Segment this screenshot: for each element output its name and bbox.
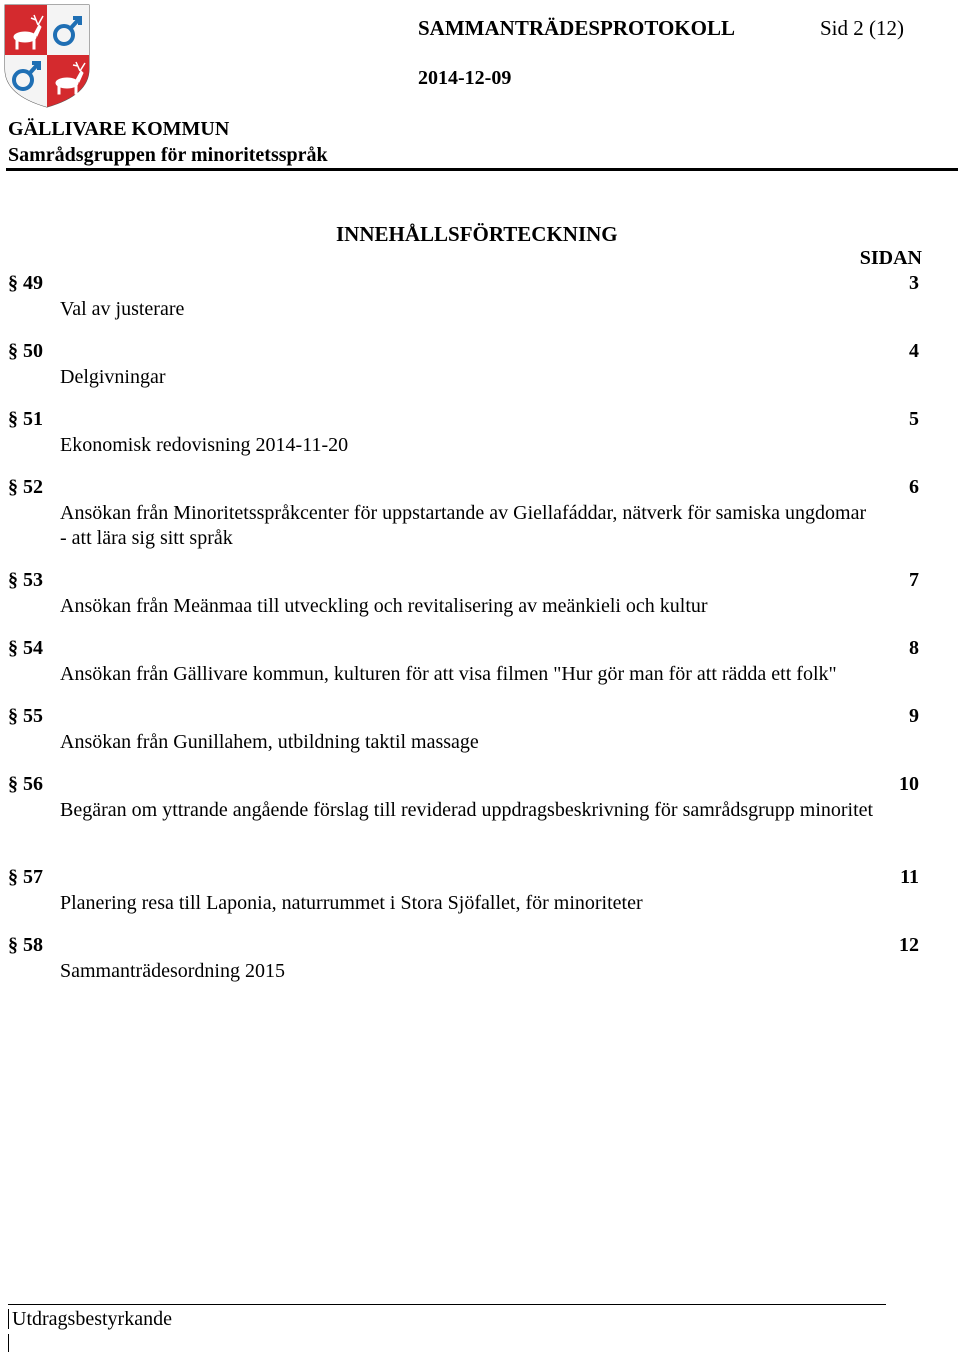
toc-entry-number: § 50 (8, 340, 43, 362)
toc-entry-text: Sammanträdesordning 2015 (60, 960, 285, 982)
toc-entry-number: § 51 (8, 408, 43, 430)
toc-entry-page: 7 (909, 569, 919, 591)
toc-entry-number: § 52 (8, 476, 43, 498)
page-number: Sid 2 (12) (820, 16, 904, 40)
toc-entry-number: § 54 (8, 637, 43, 659)
header-divider (6, 168, 958, 171)
signature-box-border (8, 1309, 9, 1329)
toc-entry-page: 10 (899, 773, 919, 795)
toc-entry-number: § 56 (8, 773, 43, 795)
toc-entry-text: Begäran om yttrande angående förslag till reviderad uppdragsbeskrivning för samrådsgrupp minoritet (60, 799, 874, 821)
toc-page-column-label: SIDAN (859, 247, 922, 269)
toc-entry-page: 4 (909, 340, 919, 362)
toc-entry-page: 9 (909, 705, 919, 727)
toc-entry-number: § 49 (8, 272, 43, 294)
toc-entry-page: 8 (909, 637, 919, 659)
toc-entry-page: 5 (909, 408, 919, 430)
document-date: 2014-12-09 (418, 67, 512, 89)
toc-entry-text: Ansökan från Gunillahem, utbildning taktil massage (60, 731, 479, 753)
organization-group: Samrådsgruppen för minoritetsspråk (8, 144, 328, 166)
toc-entry-text: Delgivningar (60, 366, 166, 388)
toc-entry-number: § 55 (8, 705, 43, 727)
toc-entry-page: 3 (909, 272, 919, 294)
toc-entry-text: Ansökan från Meänmaa till utveckling och revitalisering av meänkieli och kultur (60, 595, 708, 617)
signature-box-border (8, 1334, 9, 1352)
toc-entry-text: Val av justerare (60, 298, 185, 320)
toc-entry-text: Planering resa till Laponia, naturrummet i Stora Sjöfallet, för minoriteter (60, 892, 643, 914)
organization-name: GÄLLIVARE KOMMUN (8, 118, 230, 140)
toc-title: INNEHÅLLSFÖRTECKNING (336, 222, 618, 246)
coat-of-arms-icon (3, 3, 91, 109)
toc-entry-page: 12 (899, 934, 919, 956)
toc-entry-page: 6 (909, 476, 919, 498)
toc-entry-number: § 53 (8, 569, 43, 591)
toc-entry-text: Ansökan från Minoritetsspråkcenter för uppstartande av Giellafáddar, nätverk för samiska ungdomar - att lära sig sitt språk (60, 502, 867, 549)
toc-entry-number: § 57 (8, 866, 43, 888)
toc-entry-text: Ekonomisk redovisning 2014-11-20 (60, 434, 349, 456)
footer-divider (8, 1304, 886, 1305)
toc-entry-page: 11 (900, 866, 919, 888)
document-type: SAMMANTRÄDESPROTOKOLL (418, 16, 735, 40)
toc-entry-number: § 58 (8, 934, 43, 956)
certification-label: Utdragsbestyrkande (12, 1308, 172, 1330)
toc-entry-text: Ansökan från Gällivare kommun, kulturen för att visa filmen "Hur gör man för att rädda ett folk" (60, 663, 837, 685)
